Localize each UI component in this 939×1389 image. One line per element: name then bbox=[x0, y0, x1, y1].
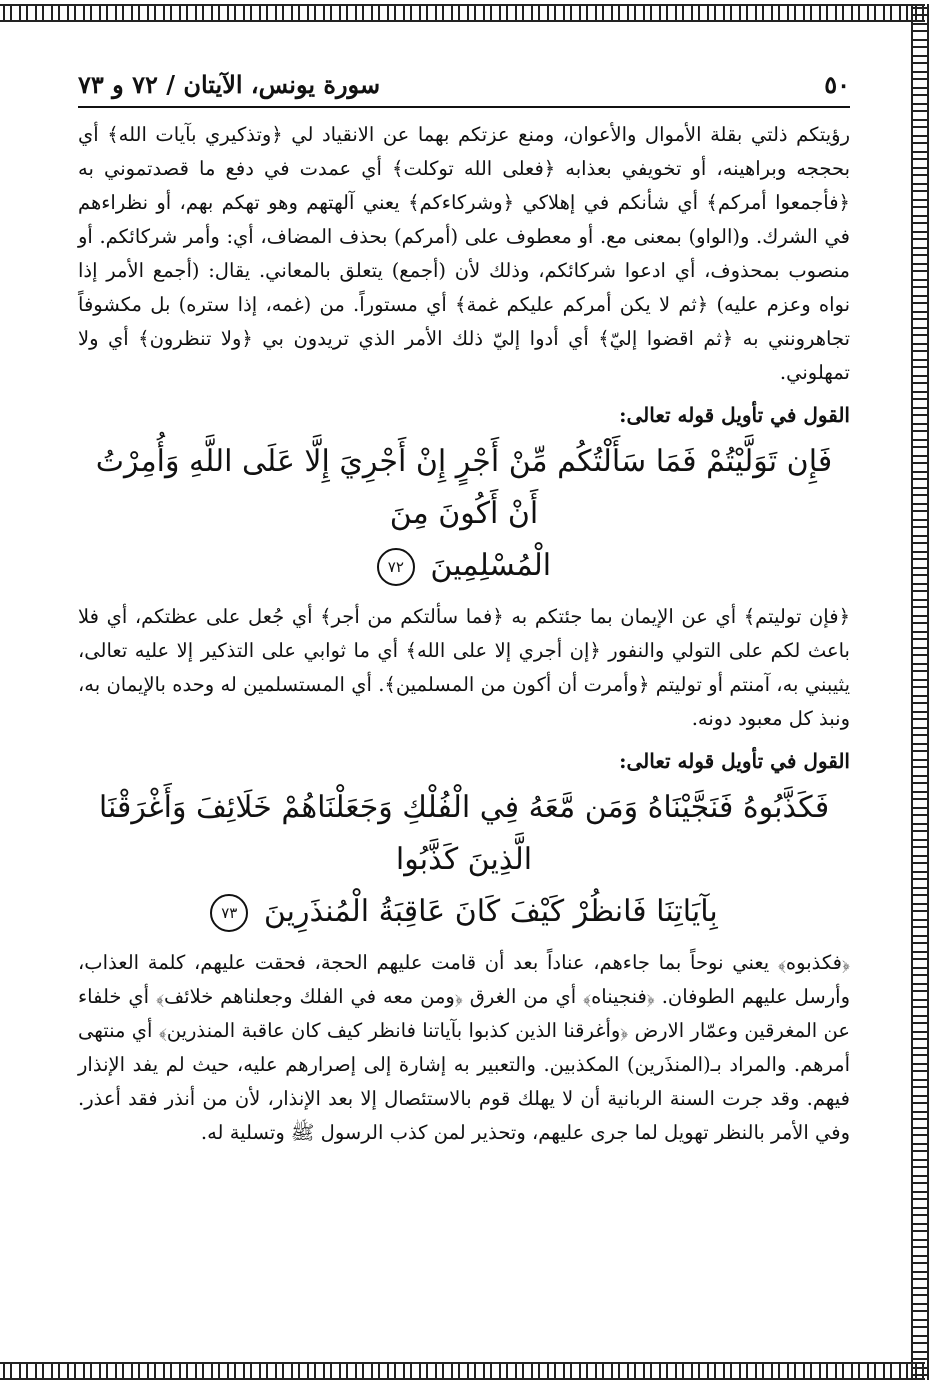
right-border-ornament bbox=[911, 4, 929, 1380]
ayah-number-marker: ٧٢ bbox=[377, 548, 415, 586]
page-number: ٥٠ bbox=[824, 69, 850, 99]
top-border-ornament bbox=[0, 4, 925, 22]
verse-73-line-1: فَكَذَّبُوهُ فَنَجَّيْنَاهُ وَمَن مَّعَهُ فِي الْفُلْكِ وَجَعَلْنَاهُمْ خَلَائِفَ وَأَغْرَقْنَا الَّذِينَ كَذَّبُوا bbox=[98, 790, 830, 877]
page-header bbox=[78, 62, 850, 108]
verse-72-line-2 bbox=[78, 540, 850, 592]
section-heading-verse-73: القول في تأويل قوله تعالى: bbox=[619, 749, 850, 773]
quran-verse-72 bbox=[78, 436, 850, 592]
bottom-border-ornament bbox=[0, 1362, 925, 1380]
quran-verse-73 bbox=[78, 782, 850, 938]
verse-73-line-2 bbox=[78, 886, 850, 938]
commentary-paragraph-2: ﴿فإن توليتم﴾ أي عن الإيمان بما جئتكم به ﴿فما سألتكم من أجر﴾ أي جُعل على عظتكم، أي فلا باعث لكم على التولي والنفور ﴿إن أجري إلا على الله﴾ أي ما ثوابي على التذكير إلا عليه تعالى، يثيبني به، آمنتم أو توليتم ﴿وأمرت أن أكون من المسلمين﴾. أي المستسلمين له وحده بالإيمان به، ونبذ كل معبود دونه. bbox=[78, 605, 850, 730]
verse-72-line-1: فَإِن تَوَلَّيْتُمْ فَمَا سَأَلْتُكُم مِّنْ أَجْرٍ إِنْ أَجْرِيَ إِلَّا عَلَى اللَّهِ وَأُمِرْتُ أَنْ أَكُونَ مِنَ bbox=[95, 444, 833, 531]
commentary-paragraph-3: ﴿فكذبوه﴾ يعني نوحاً بما جاءهم، عناداً بعد أن قامت عليهم الحجة، فحقت عليهم، كلمة العذاب، وأرسل عليهم الطوفان. ﴿فنجيناه﴾ أي من الغرق ﴿ومن معه في الفلك وجعلناهم خلائف﴾ أي خلفاء عن المغرقين وعمّار الارض ﴿وأغرقنا الذين كذبوا بآياتنا فانظر كيف كان عاقبة المنذرين﴾ أي منتهى أمرهم. والمراد بـ(المنذَرين) المكذبين. والتعبير به إشارة إلى إصرارهم عليه، حيث لم يفد الإنذار فيهم. وقد جرت السنة الربانية أن لا يهلك قوم بالاستئصال إلا بعد الإنذار، لأن من أنذر فقد أعذر. وفي الأمر بالنظر تهويل لما جرى عليهم، وتحذير لمن كذب الرسول ﷺ وتسلية له. bbox=[78, 951, 850, 1144]
page-title: سورة يونس، الآيتان / ٧٢ و ٧٣ bbox=[78, 69, 381, 99]
page-content bbox=[78, 118, 850, 1150]
commentary-paragraph-1: رؤيتكم ذلتي بقلة الأموال والأعوان، ومنع عزتكم بهما عن الانقياد لي ﴿وتذكيري بآيات الله﴾ أي بحججه وبراهينه، أو تخويفي بعذابه ﴿فعلى الله توكلت﴾ أي عمدت في دفع ما قصدتموني به ﴿فأجمعوا أمركم﴾ أي شأنكم في إهلاكي ﴿وشركاءكم﴾ يعني آلهتهم وهو تهكم بهم، أو نظراءهم في الشرك. و(الواو) بمعنى مع. أو معطوف على (أمركم) بحذف المضاف، أي: وأمر شركائكم. أو منصوب بمحذوف، أي ادعوا شركائكم، وذلك لأن (أجمع) يتعلق بالمعاني. يقال: (أجمع الأمر إذا نواه وعزم عليه) ﴿ثم لا يكن أمركم عليكم غمة﴾ أي مستوراً. من (غمه، إذا ستره) بل مكشوفاً تجاهرونني به ﴿ثم اقضوا إليّ﴾ أي أدوا إليّ ذلك الأمر الذي تريدون بي ﴿ولا تنظرون﴾ أي ولا تمهلوني. bbox=[78, 123, 850, 384]
verse-73-line-2-text: بِآيَاتِنَا فَانظُرْ كَيْفَ كَانَ عَاقِبَةُ الْمُنذَرِينَ bbox=[263, 894, 718, 929]
ayah-number-marker: ٧٣ bbox=[210, 894, 248, 932]
verse-72-line-2-text: الْمُسْلِمِينَ bbox=[430, 548, 552, 583]
section-heading-verse-72: القول في تأويل قوله تعالى: bbox=[619, 403, 850, 427]
